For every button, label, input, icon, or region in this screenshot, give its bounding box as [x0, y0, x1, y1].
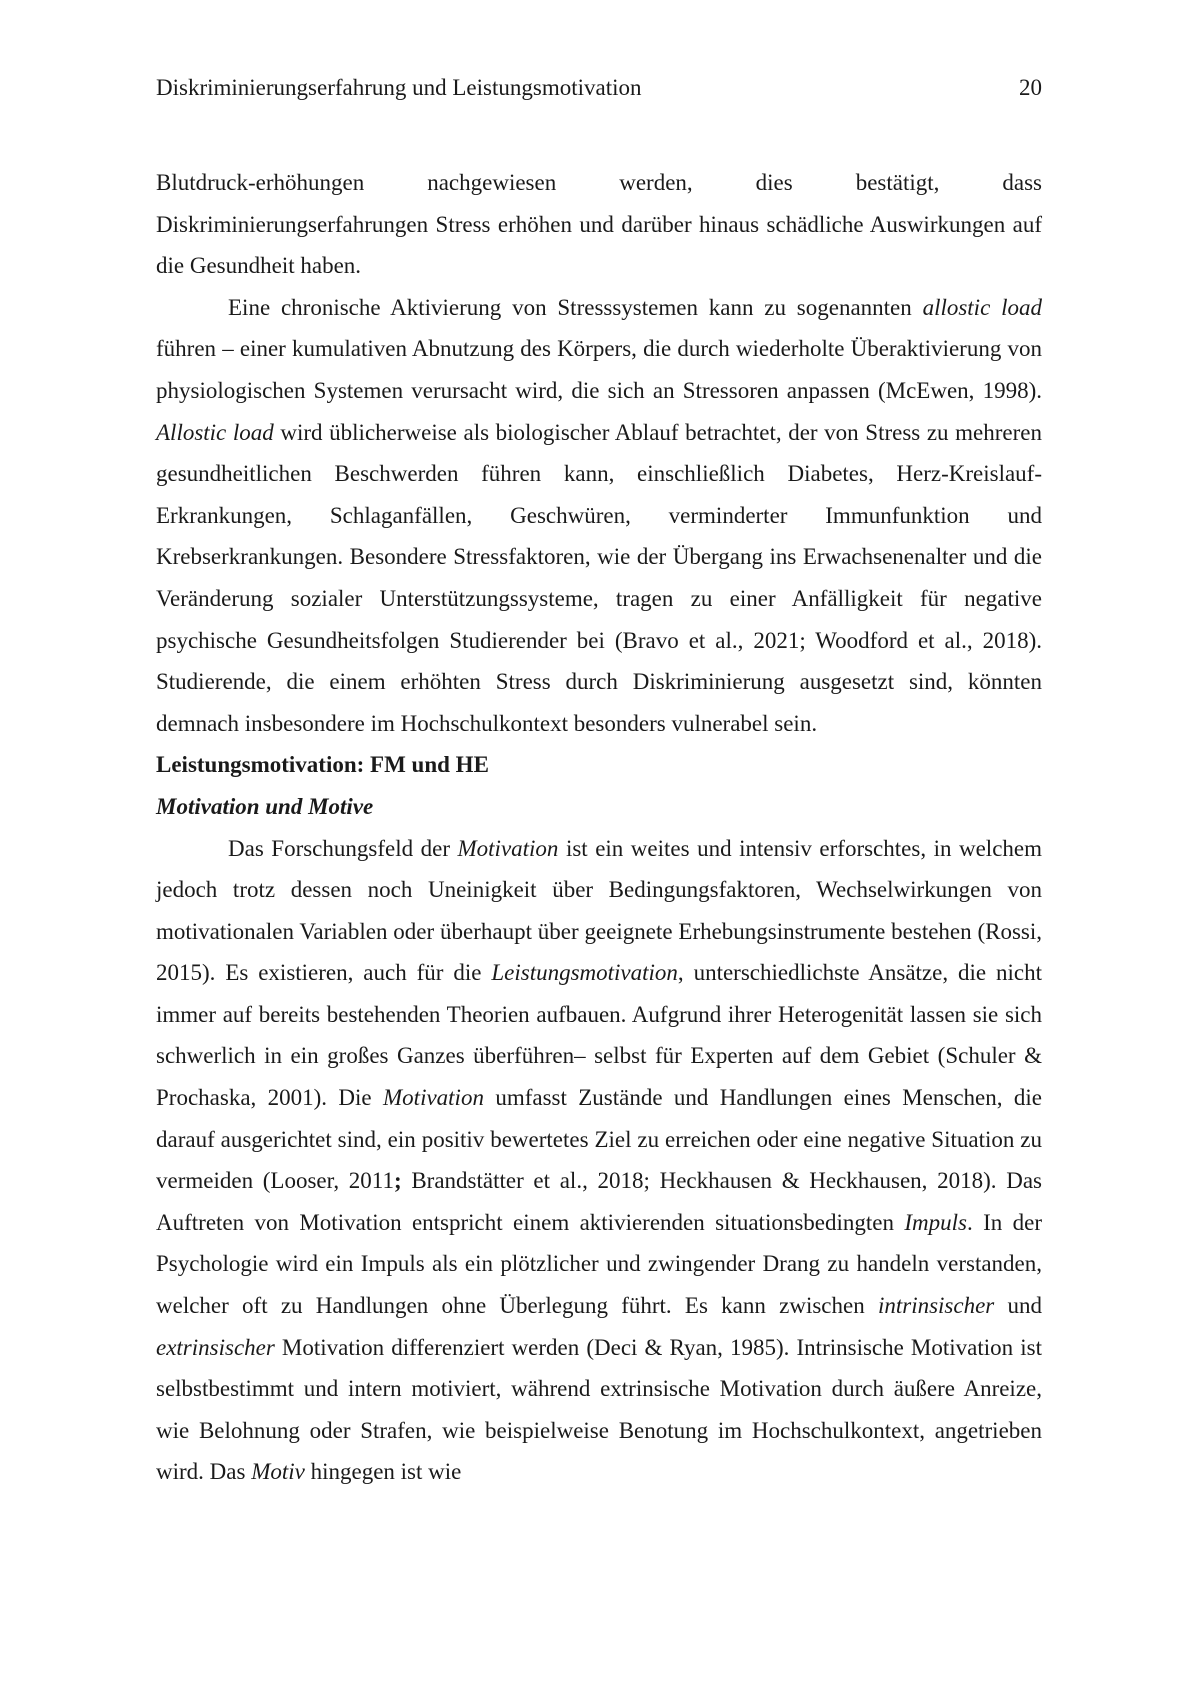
section-heading: Leistungsmotivation: FM und HE — [156, 752, 489, 778]
term-italic: Motivation — [383, 1085, 484, 1111]
term-italic: Motiv — [251, 1459, 305, 1485]
paragraph-motivation — [156, 828, 1042, 1494]
paragraph-text: wird üblicherweise als biologischer Ablauf betrachtet, der von Stress zu mehreren gesundheitlichen Beschwerden führen kann, einschließlich Diabetes, Herz-Kreislauf-Erkrankungen, Schlaganfällen, Geschwüren, verminderter Immunfunktion und Krebserkrankungen. Besondere Stressfaktoren, wie der Übergang ins Erwachsenenalter und die Veränderung sozialer Unterstützungssysteme, tragen zu einer Anfälligkeit für negative psychische Gesundheitsfolgen Studierender bei (Bravo et al., 2021; Woodford et al., 2018). Studierende, die einem erhöhten Stress durch Diskriminierung ausgesetzt sind, könnten demnach insbesondere im Hochschulkontext besonders vulnerabel sein. — [156, 419, 1042, 736]
paragraph-text: , unterschiedlichste Ansätze, die nicht immer auf bereits bestehenden Theorien aufbauen. Aufgrund ihrer Heterogenität lassen sie sich schwerlich in ein großes Ganzes überführen– selbst für Experten auf dem Gebiet (Schuler & Prochaska, 2001). Die — [156, 960, 1043, 1111]
term-italic: extrinsischer — [156, 1334, 275, 1360]
paragraph-continued — [156, 162, 1042, 287]
page-number: 20 — [1019, 75, 1042, 100]
paragraph-line: Blutdruck-erhöhungen nachgewiesen werden, dies bestätigt, dass — [156, 170, 1042, 195]
term-italic: Impuls — [904, 1209, 967, 1235]
paragraph-text: ist ein weites und intensiv erforschtes, in welchem jedoch trotz dessen noch Uneinigkeit über Bedingungsfaktoren, Wechselwirkungen von motivationalen Variablen oder überhaupt über geeignete Erhebungsinstrumente bestehen (Rossi, 2015). Es existieren, auch für die — [156, 835, 1042, 986]
paragraph-text: Diskriminierungserfahrungen Stress erhöhen und darüber hinaus schädliche Auswirkungen auf die Gesundheit haben. — [156, 211, 1042, 279]
bold-semicolon: ; — [393, 1168, 402, 1194]
paragraph-text: Eine chronische Aktivierung von Stresssystemen kann zu sogenannten — [228, 294, 923, 320]
term-italic: Leistungsmotivation — [491, 960, 678, 986]
paragraph-allostic-load — [156, 287, 1042, 745]
paragraph-text: Motivation differenziert werden (Deci & Ryan, 1985). Intrinsische Motivation ist selbstbestimmt und intern motiviert, während extrinsische Motivation durch äußere Anreize, wie Belohnung oder Strafen, wie beispielweise Benotung im Hochschulkontext, angetrieben wird. Das — [156, 1334, 1042, 1485]
body-text — [156, 162, 1042, 1493]
paragraph-text: führen – einer kumulativen Abnutzung des Körpers, die durch wiederholte Überaktivierung von physiologischen Systemen verursacht wird, die sich an Stressoren anpassen (McEwen, 1998). — [156, 336, 1042, 403]
term-italic: allostic load — [922, 294, 1042, 320]
term-italic: Motivation — [457, 835, 559, 861]
paragraph-text: . In der Psychologie wird ein Impuls als ein plötzlicher und zwingender Drang zu handeln verstanden, welcher oft zu Handlungen ohne Überlegung führt. Es kann zwischen — [156, 1209, 1042, 1319]
paragraph-text: hingegen ist wie — [304, 1459, 462, 1485]
subsection-heading: Motivation und Motive — [156, 793, 374, 819]
paragraph-text: und — [994, 1293, 1042, 1319]
running-head — [156, 70, 1042, 106]
term-italic: Allostic load — [156, 419, 274, 445]
paragraph-text: umfasst Zustände und Handlungen eines Menschen, die darauf ausgerichtet sind, ein positiv bewertetes Ziel zu erreichen oder eine negative Situation zu vermeiden (Looser, 2011 — [156, 1085, 1042, 1194]
term-italic: intrinsischer — [877, 1293, 995, 1319]
paragraph-text: Das Forschungsfeld der — [228, 835, 458, 861]
running-head-title: Diskriminierungserfahrung und Leistungsmotivation — [156, 75, 642, 100]
paragraph-text: Brandstätter et al., 2018; Heckhausen & Heckhausen, 2018). Das Auftreten von Motivation entspricht einem aktivierenden situationsbedingten — [156, 1168, 1042, 1235]
